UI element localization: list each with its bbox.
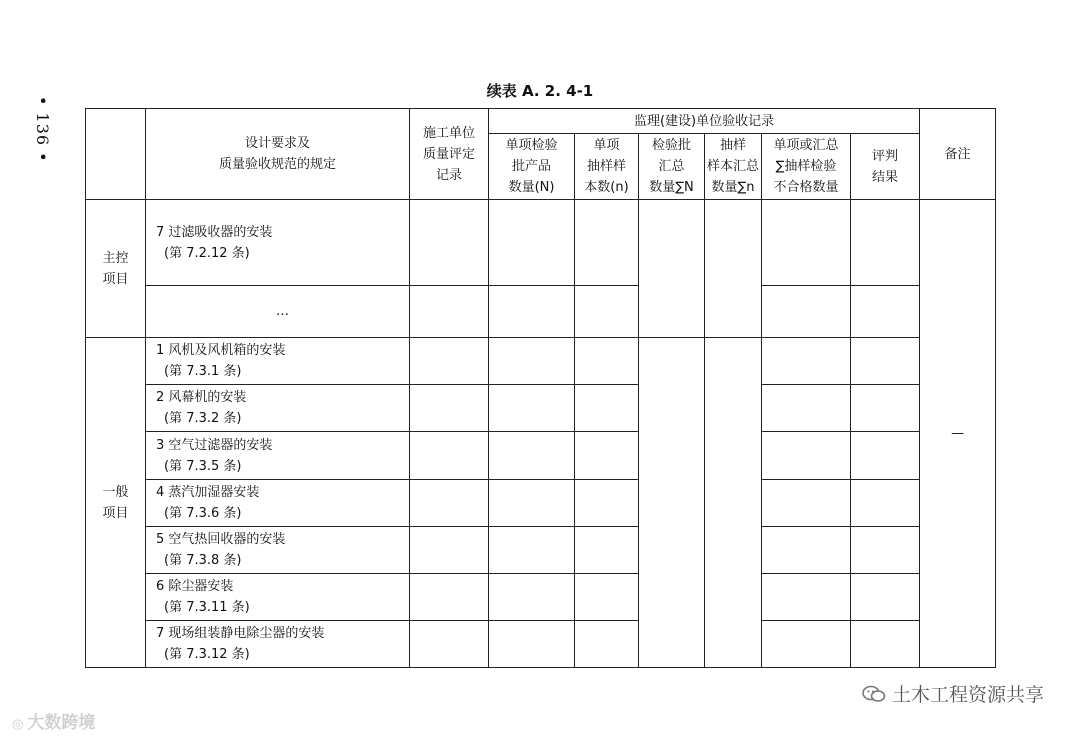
cell-result[interactable]	[851, 480, 920, 527]
table-row	[86, 200, 996, 286]
cell-sample-count[interactable]	[575, 621, 639, 668]
cell-sample-count[interactable]	[575, 338, 639, 385]
cell-nonconforming[interactable]	[762, 432, 851, 480]
item-cell: 2 风幕机的安装 (第 7.3.2 条)	[146, 385, 410, 432]
cell-sample-sum[interactable]	[705, 200, 762, 338]
table-row	[86, 338, 996, 385]
header-batch-sum: 检验批 汇总 数量∑N	[639, 134, 705, 200]
cell-result[interactable]	[851, 338, 920, 385]
cell-batch-quantity[interactable]	[489, 432, 575, 480]
cell-contractor[interactable]	[410, 432, 489, 480]
wechat-icon	[862, 685, 886, 703]
cell-result[interactable]	[851, 621, 920, 668]
cell-contractor[interactable]	[410, 286, 489, 338]
cell-sample-sum[interactable]	[705, 338, 762, 668]
cell-nonconforming[interactable]	[762, 621, 851, 668]
cell-nonconforming[interactable]	[762, 574, 851, 621]
item-cell: 1 风机及风机箱的安装 (第 7.3.1 条)	[146, 338, 410, 385]
cell-batch-quantity[interactable]	[489, 286, 575, 338]
cell-contractor[interactable]	[410, 621, 489, 668]
brand-logo-icon: ◎	[12, 717, 24, 732]
header-sample-sum: 抽样 样本汇总 数量∑n	[705, 134, 762, 200]
cell-batch-quantity[interactable]	[489, 338, 575, 385]
cell-sample-count[interactable]	[575, 286, 639, 338]
item-ellipsis: …	[146, 286, 410, 338]
cell-result[interactable]	[851, 200, 920, 286]
cell-sample-count[interactable]	[575, 480, 639, 527]
cell-nonconforming[interactable]	[762, 527, 851, 574]
cell-batch-sum[interactable]	[639, 338, 705, 668]
cell-sample-count[interactable]	[575, 200, 639, 286]
table-title: 续表 A. 2. 4-1	[486, 82, 594, 100]
header-supervision-group: 监理(建设)单位验收记录	[489, 109, 920, 134]
cell-result[interactable]	[851, 385, 920, 432]
cell-batch-quantity[interactable]	[489, 574, 575, 621]
table-row	[86, 574, 996, 621]
cell-contractor[interactable]	[410, 200, 489, 286]
cell-sample-count[interactable]	[575, 432, 639, 480]
cell-contractor[interactable]	[410, 338, 489, 385]
header-nonconforming: 单项或汇总 ∑抽样检验 不合格数量	[762, 134, 851, 200]
cell-sample-count[interactable]	[575, 574, 639, 621]
table-row	[86, 621, 996, 668]
page-number: • 136 •	[33, 96, 52, 163]
cell-remark: —	[920, 200, 996, 668]
header-design-requirements: 设计要求及 质量验收规范的规定	[146, 109, 410, 200]
cell-result[interactable]	[851, 432, 920, 480]
cell-batch-sum[interactable]	[639, 200, 705, 338]
table-row	[86, 527, 996, 574]
cell-nonconforming[interactable]	[762, 385, 851, 432]
cell-nonconforming[interactable]	[762, 286, 851, 338]
table-row	[86, 385, 996, 432]
item-cell: 4 蒸汽加湿器安装 (第 7.3.6 条)	[146, 480, 410, 527]
watermark-left: ◎ 大数跨境	[12, 713, 96, 733]
cell-contractor[interactable]	[410, 527, 489, 574]
item-cell: 3 空气过滤器的安装 (第 7.3.5 条)	[146, 432, 410, 480]
cell-batch-quantity[interactable]	[489, 385, 575, 432]
cell-contractor[interactable]	[410, 480, 489, 527]
cell-result[interactable]	[851, 527, 920, 574]
header-remark: 备注	[920, 109, 996, 200]
item-cell: 7 过滤吸收器的安装 (第 7.2.12 条)	[146, 200, 410, 286]
category-general: 一般 项目	[86, 338, 146, 668]
item-cell: 5 空气热回收器的安装 (第 7.3.8 条)	[146, 527, 410, 574]
header-sample-count: 单项 抽样样 本数(n)	[575, 134, 639, 200]
cell-sample-count[interactable]	[575, 385, 639, 432]
cell-result[interactable]	[851, 574, 920, 621]
cell-nonconforming[interactable]	[762, 338, 851, 385]
cell-batch-quantity[interactable]	[489, 621, 575, 668]
header-batch-quantity: 单项检验 批产品 数量(N)	[489, 134, 575, 200]
category-main-control: 主控 项目	[86, 200, 146, 338]
header-contractor-record: 施工单位 质量评定 记录	[410, 109, 489, 200]
cell-nonconforming[interactable]	[762, 480, 851, 527]
table-row	[86, 480, 996, 527]
header-category	[86, 109, 146, 200]
table-row	[86, 286, 996, 338]
cell-result[interactable]	[851, 286, 920, 338]
cell-batch-quantity[interactable]	[489, 527, 575, 574]
table-row	[86, 432, 996, 480]
watermark-right: 土木工程资源共享	[862, 680, 1044, 707]
item-cell: 6 除尘器安装 (第 7.3.11 条)	[146, 574, 410, 621]
cell-contractor[interactable]	[410, 385, 489, 432]
cell-contractor[interactable]	[410, 574, 489, 621]
inspection-table	[85, 108, 996, 668]
cell-sample-count[interactable]	[575, 527, 639, 574]
cell-nonconforming[interactable]	[762, 200, 851, 286]
cell-batch-quantity[interactable]	[489, 480, 575, 527]
header-result: 评判 结果	[851, 134, 920, 200]
item-cell: 7 现场组装静电除尘器的安装 (第 7.3.12 条)	[146, 621, 410, 668]
cell-batch-quantity[interactable]	[489, 200, 575, 286]
